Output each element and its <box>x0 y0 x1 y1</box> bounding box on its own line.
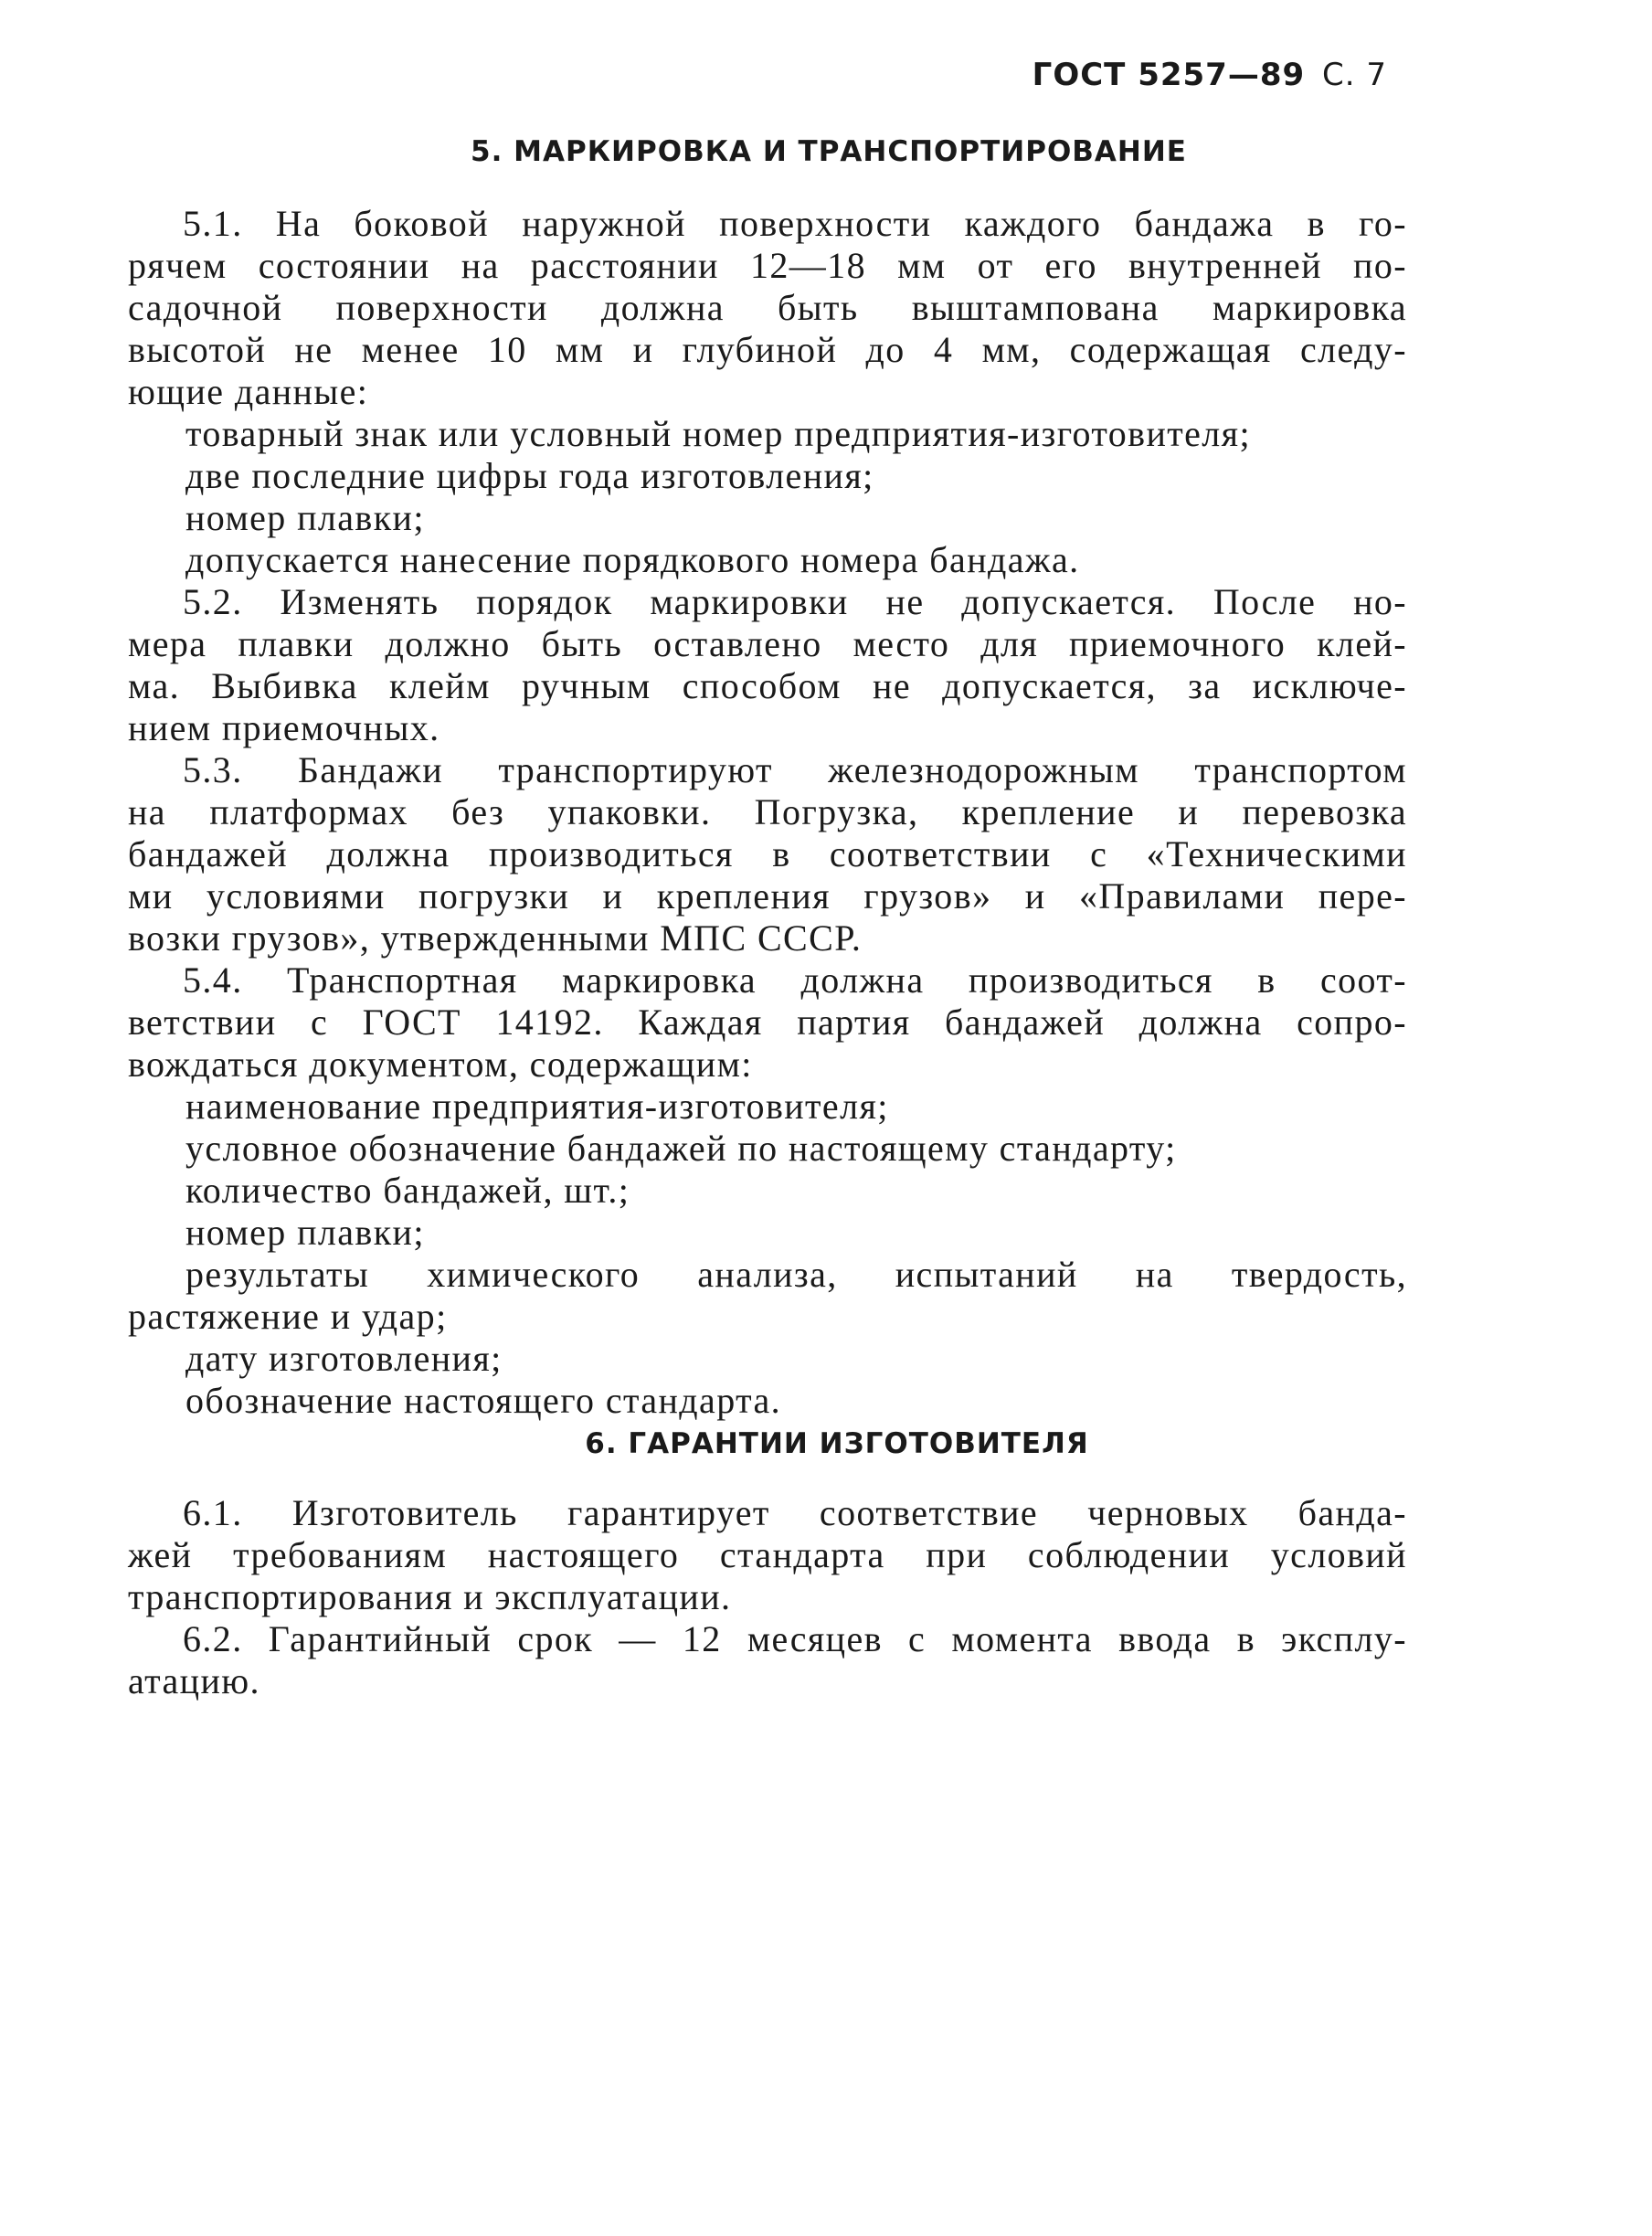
paragraph-line: садочной поверхности должна быть выштампована маркировка <box>128 287 1407 328</box>
section-5-heading: 5. МАРКИРОВКА И ТРАНСПОРТИРОВАНИЕ <box>471 135 1187 168</box>
paragraph-line: возки грузов», утвержденными МПС СССР. <box>128 917 863 959</box>
paragraph-line: 5.4. Транспортная маркировка должна производиться в соот- <box>183 959 1407 1001</box>
paragraph-line: нием приемочных. <box>128 707 440 748</box>
paragraph-line: ма. Выбивка клейм ручным способом не допускается, за исключе- <box>128 665 1407 706</box>
paragraph-line: 5.2. Изменять порядок маркировки не допускается. После но- <box>183 581 1407 622</box>
paragraph-line: высотой не менее 10 мм и глубиной до 4 мм, содержащая следу- <box>128 329 1407 370</box>
paragraph-line: ющие данные: <box>128 371 369 412</box>
list-item: номер плавки; <box>185 1212 425 1253</box>
paragraph-line: 5.1. На боковой наружной поверхности каждого бандажа в го- <box>183 203 1407 244</box>
paragraph-line: жей требованиям настоящего стандарта при соблюдении условий <box>128 1534 1407 1575</box>
paragraph-line: мера плавки должно быть оставлено место для приемочного клей- <box>128 623 1407 664</box>
list-item: результаты химического анализа, испытаний на твердость, <box>185 1254 1407 1295</box>
list-item: количество бандажей, шт.; <box>185 1170 630 1211</box>
paragraph-line: вождаться документом, содержащим: <box>128 1044 753 1085</box>
paragraph-line: рячем состоянии на расстоянии 12—18 мм от его внутренней по- <box>128 245 1407 286</box>
list-item: две последние цифры года изготовления; <box>185 455 874 496</box>
list-item: условное обозначение бандажей по настоящему стандарту; <box>185 1128 1177 1169</box>
paragraph-line: 6.1. Изготовитель гарантирует соответствие черновых банда- <box>183 1492 1407 1533</box>
paragraph-line: бандажей должна производиться в соответствии с «Техническими <box>128 833 1407 874</box>
document-code: ГОСТ 5257—89 <box>1032 57 1306 93</box>
list-item: товарный знак или условный номер предприятия-изготовителя; <box>185 413 1251 454</box>
list-item: обозначение настоящего стандарта. <box>185 1380 782 1421</box>
list-item: наименование предприятия-изготовителя; <box>185 1086 889 1127</box>
list-item-continuation: растяжение и удар; <box>128 1296 448 1337</box>
section-5-body <box>128 203 1407 1422</box>
list-item: дату изготовления; <box>185 1338 503 1379</box>
section-6-heading: 6. ГАРАНТИИ ИЗГОТОВИТЕЛЯ <box>585 1427 1089 1460</box>
paragraph-line: ветствии с ГОСТ 14192. Каждая партия бандажей должна сопро- <box>128 1001 1407 1043</box>
paragraph-line: на платформах без упаковки. Погрузка, крепление и перевозка <box>128 791 1407 832</box>
paragraph-line: транспортирования и эксплуатации. <box>128 1576 732 1617</box>
section-6-body <box>128 1492 1407 1702</box>
list-item: номер плавки; <box>185 497 425 538</box>
page-number: С. 7 <box>1322 57 1387 93</box>
list-item: допускается нанесение порядкового номера бандажа. <box>185 539 1080 580</box>
paragraph-line: 5.3. Бандажи транспортируют железнодорожным транспортом <box>183 749 1407 790</box>
running-header <box>1032 57 1387 93</box>
paragraph-line: 6.2. Гарантийный срок — 12 месяцев с момента ввода в эксплу- <box>183 1618 1407 1659</box>
paragraph-line: атацию. <box>128 1660 260 1701</box>
paragraph-line: ми условиями погрузки и крепления грузов» и «Правилами пере- <box>128 875 1407 917</box>
